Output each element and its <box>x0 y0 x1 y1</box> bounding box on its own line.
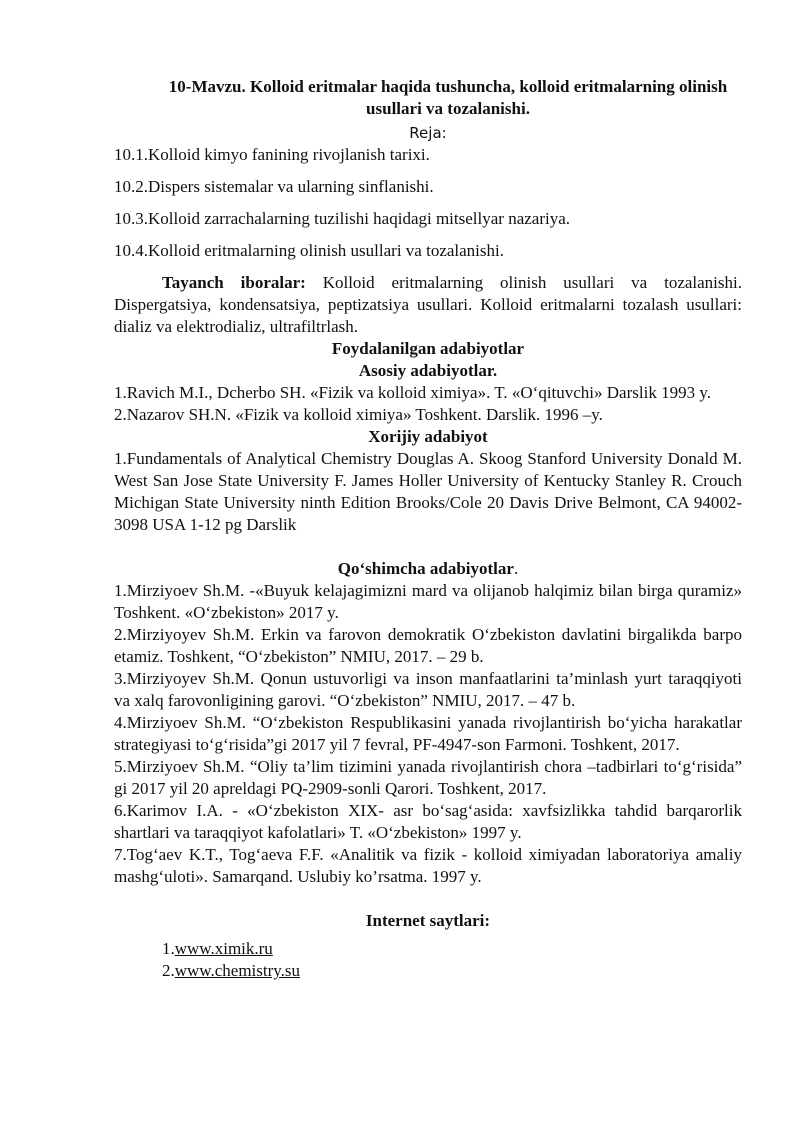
keywords-text: Kolloid eritmalarning olinish usullari va tozalanishi. Dispergatsiya, kondensatsiya, peptizatsiya usullari. Kolloid eritmalarni tozalash usullari: dializ va elektrodializ, ultrafiltrlash. <box>114 273 742 336</box>
additional-reference: 4.Mirziyoev Sh.M. “O‘zbekiston Respublikasini yanada rivojlantirish bo‘yicha harakatlar strategiyasi to‘g‘risida”gi 2017 yil 7 fevral, PF-4947-son Farmoni. Toshkent, 2017. <box>114 713 742 754</box>
site-item <box>162 960 742 982</box>
plan-item: 10.2.Dispers sistemalar va ularning sinflanishi. <box>114 177 434 196</box>
additional-reference: 2.Mirziyoyev Sh.M. Erkin va farovon demokratik O‘zbekiston davlatini birgalikda barpo etamiz. Toshkent, “O‘zbekiston” NMIU, 2017. – 29 b. <box>114 625 742 666</box>
keywords-paragraph <box>114 272 742 338</box>
additional-heading-suffix: . <box>513 559 519 578</box>
additional-reference: 5.Mirziyoev Sh.M. “Oliy ta’lim tizimini yanada rivojlantirish chora –tadbirlari to‘g‘risida” gi 2017 yil 20 apreldagi PQ-2909-sonli Qarori. Toshkent, 2017. <box>114 757 742 798</box>
site-link[interactable]: www.chemistry.su <box>174 961 301 980</box>
main-literature-heading: Asosiy adabiyotlar. <box>358 361 498 380</box>
additional-reference: 7.Tog‘aev K.T., Tog‘aeva F.F. «Analitik va fizik - kolloid ximiyadan laboratoriya amaliy mashg‘uloti». Samarqand. Uslubiy ko’rsatma. 1997 y. <box>114 845 742 886</box>
keywords-label: Tayanch iboralar: <box>162 273 306 292</box>
spacer <box>114 536 742 558</box>
page-title: 10-Mavzu. Kolloid eritmalar haqida tushuncha, kolloid eritmalarning olinish usullari va tozalanishi. <box>168 77 728 118</box>
spacer <box>114 888 742 910</box>
additional-literature-heading <box>114 558 742 580</box>
internet-sites-list <box>162 938 742 982</box>
additional-heading-text: Qo‘shimcha adabiyotlar <box>337 559 514 578</box>
internet-sites-heading: Internet saytlari: <box>365 911 491 930</box>
literature-heading: Foydalanilgan adabiyotlar <box>331 339 525 358</box>
main-reference: 2.Nazarov SH.N. «Fizik va kolloid ximiya» Toshkent. Darslik. 1996 –y. <box>114 405 603 424</box>
site-item <box>162 938 742 960</box>
additional-reference: 1.Mirziyoev Sh.M. -«Buyuk kelajagimizni mard va olijanob halqimiz bilan birga quramiz» Toshkent. «O‘zbekiston» 2017 y. <box>114 581 742 622</box>
plan-item: 10.1.Kolloid kimyo fanining rivojlanish tarixi. <box>114 145 430 164</box>
site-link[interactable]: www.ximik.ru <box>174 939 273 958</box>
site-number: 1. <box>162 939 175 958</box>
additional-reference: 6.Karimov I.A. - «O‘zbekiston XIX- asr bo‘sag‘asida: xavfsizlikka tahdid barqarorlik shartlari va taraqqiyot kafolatlari» T. «O‘zbekiston» 1997 y. <box>114 801 742 842</box>
foreign-reference: 1.Fundamentals of Analytical Chemistry Douglas A. Skoog Stanford University Donald M. West San Jose State University F. James Holler University of Kentucky Stanley R. Crouch Michigan State University ninth Edition Brooks/Cole 20 Davis Drive Belmont, CA 94002-3098 USA 1-12 pg Darslik <box>114 449 742 534</box>
additional-reference: 3.Mirziyoyev Sh.M. Qonun ustuvorligi va inson manfaatlarini ta’minlash yurt taraqqiyoti va xalq farovonligining garovi. “O‘zbekiston” NMIU, 2017. – 47 b. <box>114 669 742 710</box>
plan-item: 10.4.Kolloid eritmalarning olinish usullari va tozalanishi. <box>114 241 504 260</box>
main-reference: 1.Ravich M.I., Dcherbo SH. «Fizik va kolloid ximiya». T. «O‘qituvchi» Darslik 1993 y. <box>114 383 711 402</box>
plan-heading: Reja: <box>409 124 447 142</box>
document-page <box>114 76 742 982</box>
site-number: 2. <box>162 961 175 980</box>
plan-item: 10.3.Kolloid zarrachalarning tuzilishi haqidagi mitsellyar nazariya. <box>114 209 571 228</box>
foreign-literature-heading: Xorijiy adabiyot <box>368 427 488 446</box>
